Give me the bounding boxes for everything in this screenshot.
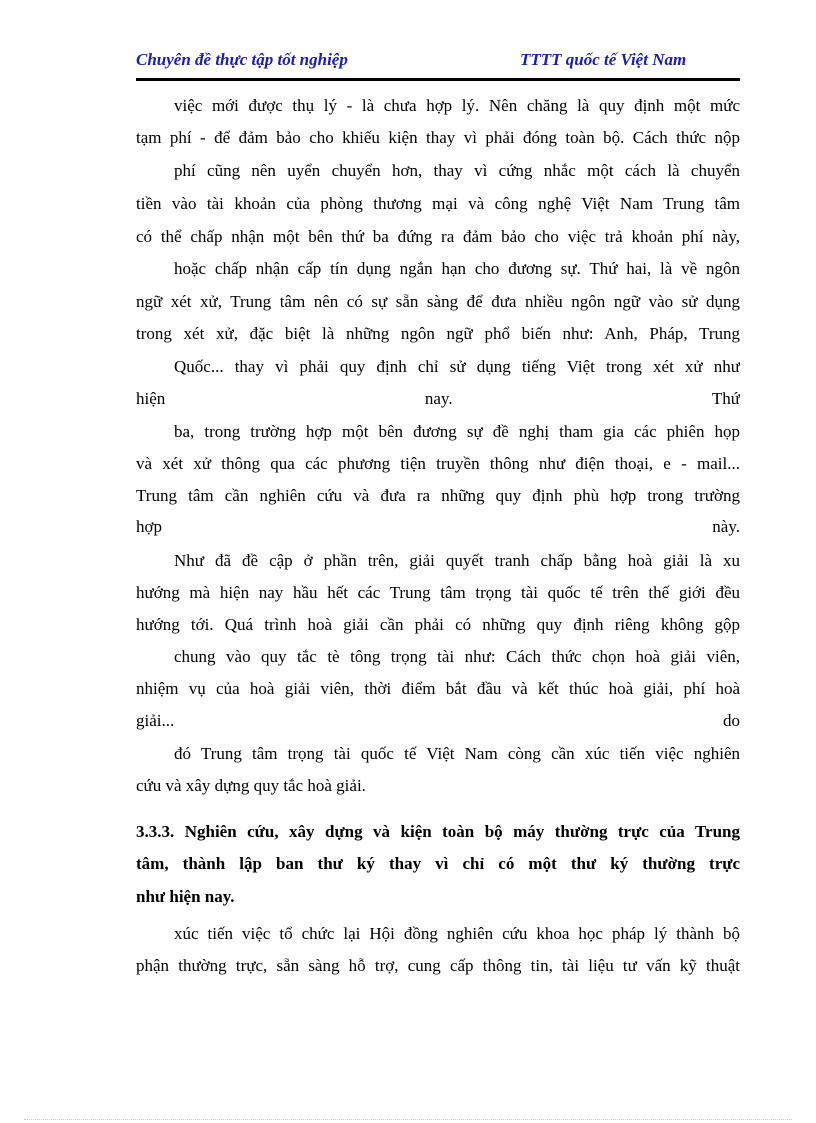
text-line: Trung tâm cần nghiên cứu và đưa ra những quy định phù hợp trong trường — [136, 486, 740, 505]
text-line: và xét xử thông qua các phương tiện truyền thông như điện thoại, e - mail... — [136, 454, 740, 473]
text-line: nhiệm vụ của hoà giải viên, thời điểm bắt đầu và kết thúc hoà giải, phí hoà — [136, 679, 740, 698]
text-line: hợp này. — [136, 517, 740, 536]
text-line: trong xét xử, đặc biệt là những ngôn ngữ phổ biến như: Anh, Pháp, Trung — [136, 324, 740, 343]
text-line: hiện nay. Thứ — [136, 389, 740, 408]
text-line: ngữ xét xử, Trung tâm nên có sự sẵn sàng để đưa nhiều ngôn ngữ vào sử dụng — [136, 292, 740, 311]
text-line: có thể chấp nhận một bên thứ ba đứng ra đảm bảo cho việc trả khoản phí này, — [136, 227, 740, 246]
text-line: xúc tiến việc tổ chức lại Hội đồng nghiên cứu khoa học pháp lý thành bộ — [174, 924, 740, 943]
header-right-title: TTTT quốc tế Việt Nam — [520, 50, 687, 69]
text-line: ba, trong trường hợp một bên đương sự đề nghị tham gia các phiên họp — [174, 422, 740, 441]
text-line: giải... do — [136, 711, 740, 730]
page-header — [136, 48, 740, 81]
text-line: tạm phí - để đảm bảo cho khiếu kiện thay vì phải đóng toàn bộ. Cách thức nộp — [136, 128, 740, 147]
section-heading: 3.3.3. Nghiên cứu, xây dựng và kiện toàn bộ máy thường trực của Trung — [136, 822, 740, 841]
text-line: phận thường trực, sẵn sàng hỗ trợ, cung cấp thông tin, tài liệu tư vấn kỹ thuật — [136, 956, 740, 975]
text-line: Như đã đề cập ở phần trên, giải quyết tranh chấp bằng hoà giải là xu — [174, 551, 740, 570]
text-line: đó Trung tâm trọng tài quốc tế Việt Nam còng cần xúc tiến việc nghiên — [174, 744, 740, 763]
text-line: chung vào quy tắc tè tông trọng tài như: Cách thức chọn hoà giải viên, — [174, 647, 740, 666]
text-line: cứu và xây dựng quy tắc hoà giải. — [136, 776, 366, 795]
text-line: hoặc chấp nhận cấp tín dụng ngắn hạn cho đương sự. Thứ hai, là về ngôn — [174, 259, 740, 278]
text-line: hướng tới. Quá trình hoà giải cần phải có những quy định riêng không gộp — [136, 615, 740, 634]
text-line: phí cũng nên uyển chuyển hơn, thay vì cứng nhắc một cách là chuyển — [174, 161, 740, 180]
section-heading: tâm, thành lập ban thư ký thay vì chỉ có một thư ký thường trực — [136, 854, 740, 873]
text-line: tiền vào tài khoản của phòng thương mại và công nghệ Việt Nam Trung tâm — [136, 194, 740, 213]
footer-divider — [24, 1119, 792, 1120]
text-line: Quốc... thay vì phải quy định chỉ sử dụng tiếng Việt trong xét xử như — [174, 357, 740, 376]
text-line: việc mới được thụ lý - là chưa hợp lý. Nên chăng là quy định một mức — [174, 96, 740, 115]
header-left-title: Chuyên đề thực tập tốt nghiệp — [136, 50, 348, 69]
section-heading: như hiện nay. — [136, 887, 235, 906]
text-line: hướng mà hiện nay hầu hết các Trung tâm trọng tài quốc tế trên thế giới đều — [136, 583, 740, 602]
